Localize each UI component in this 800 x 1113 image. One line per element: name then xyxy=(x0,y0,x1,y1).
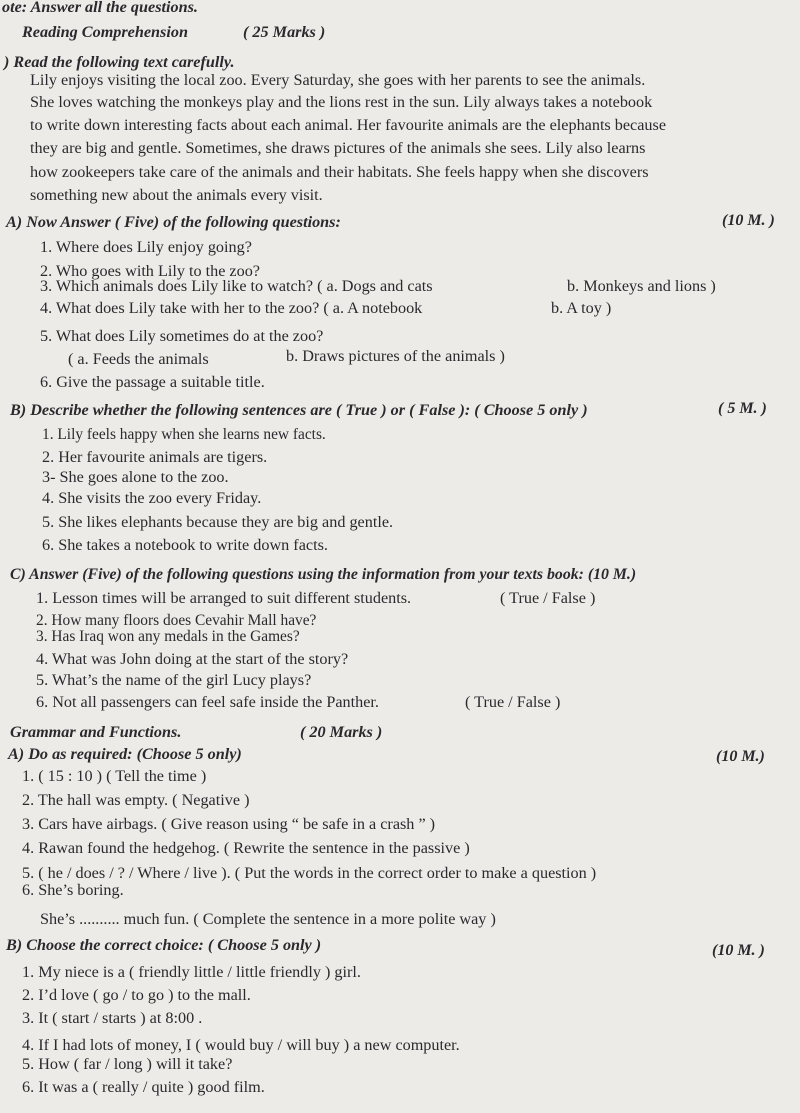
grammar-item: 2. The hall was empty. ( Negative ) xyxy=(22,791,250,809)
grammar-item-continuation: She’s .......... much fun. ( Complete the sentence in a more polite way ) xyxy=(40,910,496,928)
grammar-b-heading: B) Choose the correct choice: ( Choose 5 only ) xyxy=(6,936,322,954)
true-false-item: 3- She goes alone to the zoo. xyxy=(42,468,229,486)
question-item: 3. Which animals does Lily like to watch? ( a. Dogs and cats xyxy=(40,277,433,295)
passage-heading: ) Read the following text carefully. xyxy=(4,53,235,71)
passage-line: they are big and gentle. Sometimes, she draws pictures of the animals she sees. Lily also learns xyxy=(30,139,646,157)
question-item: 4. What was John doing at the start of the story? xyxy=(36,650,349,668)
option-a: ( a. Feeds the animals xyxy=(68,350,209,368)
passage-line: to write down interesting facts about each animal. Her favourite animals are the elephants because xyxy=(30,116,667,134)
true-false-choice: ( True / False ) xyxy=(500,589,596,607)
grammar-item: 5. ( he / does / ? / Where / live ). ( Put the words in the correct order to make a question ) xyxy=(22,864,597,882)
grammar-title: Grammar and Functions. xyxy=(10,723,182,741)
passage-line: something new about the animals every visit. xyxy=(30,186,323,204)
grammar-item: 6. She’s boring. xyxy=(22,881,124,899)
grammar-item: 1. ( 15 : 10 ) ( Tell the time ) xyxy=(22,767,207,785)
choice-item: 4. If I had lots of money, I ( would buy / will buy ) a new computer. xyxy=(22,1036,460,1054)
question-item: 4. What does Lily take with her to the zoo? ( a. A notebook xyxy=(40,299,423,317)
section-a-marks: (10 M. ) xyxy=(722,212,775,229)
question-item: 1. Lesson times will be arranged to suit different students. xyxy=(36,589,412,607)
choice-item: 5. How ( far / long ) will it take? xyxy=(22,1055,233,1073)
section-c-heading: C) Answer (Five) of the following questions using the information from your texts book: (10 M.) xyxy=(10,566,637,583)
grammar-item: 3. Cars have airbags. ( Give reason using “ be safe in a crash ” ) xyxy=(22,815,436,833)
question-item: 6. Give the passage a suitable title. xyxy=(40,373,265,391)
passage-line: Lily enjoys visiting the local zoo. Every Saturday, she goes with her parents to see the animals. xyxy=(30,71,646,89)
question-item: 6. Not all passengers can feel safe inside the Panther. xyxy=(36,693,379,711)
question-item: 2. How many floors does Cevahir Mall have? xyxy=(36,612,317,629)
grammar-item: 4. Rawan found the hedgehog. ( Rewrite the sentence in the passive ) xyxy=(22,839,470,857)
grammar-a-marks: (10 M.) xyxy=(716,748,765,765)
true-false-item: 6. She takes a notebook to write down facts. xyxy=(42,536,328,554)
true-false-item: 1. Lily feels happy when she learns new facts. xyxy=(42,426,326,443)
grammar-b-marks: (10 M. ) xyxy=(712,942,765,959)
reading-marks: ( 25 Marks ) xyxy=(243,23,326,41)
passage-line: She loves watching the monkeys play and the lions rest in the sun. Lily always takes a notebook xyxy=(30,93,653,111)
section-b-marks: ( 5 M. ) xyxy=(718,400,767,417)
grammar-a-heading: A) Do as required: (Choose 5 only) xyxy=(8,745,242,763)
grammar-marks: ( 20 Marks ) xyxy=(300,723,383,741)
choice-item: 1. My niece is a ( friendly little / little friendly ) girl. xyxy=(22,963,361,981)
section-a-heading: A) Now Answer ( Five) of the following questions: xyxy=(6,213,341,231)
passage-line: how zookeepers take care of the animals and their habitats. She feels happy when she discovers xyxy=(30,163,649,181)
true-false-item: 2. Her favourite animals are tigers. xyxy=(42,448,268,466)
section-b-heading: B) Describe whether the following sentences are ( True ) or ( False ): ( Choose 5 only ) xyxy=(10,401,588,419)
choice-item: 3. It ( start / starts ) at 8:00 . xyxy=(22,1009,203,1027)
question-item: 5. What’s the name of the girl Lucy plays? xyxy=(36,671,312,689)
question-item: 1. Where does Lily enjoy going? xyxy=(40,238,252,256)
question-item: 5. What does Lily sometimes do at the zoo? xyxy=(40,327,324,345)
choice-item: 2. I’d love ( go / to go ) to the mall. xyxy=(22,986,251,1004)
question-item: 2. Who goes with Lily to the zoo? xyxy=(40,262,260,280)
option-b: b. A toy ) xyxy=(551,299,612,317)
option-b: b. Monkeys and lions ) xyxy=(567,277,716,295)
reading-comprehension-title: Reading Comprehension xyxy=(22,23,188,41)
true-false-choice: ( True / False ) xyxy=(465,693,561,711)
option-b: b. Draws pictures of the animals ) xyxy=(286,347,505,365)
true-false-item: 5. She likes elephants because they are big and gentle. xyxy=(42,513,394,531)
choice-item: 6. It was a ( really / quite ) good film. xyxy=(22,1078,265,1096)
instruction-note: ote: Answer all the questions. xyxy=(2,0,198,16)
true-false-item: 4. She visits the zoo every Friday. xyxy=(42,489,262,507)
question-item: 3. Has Iraq won any medals in the Games? xyxy=(36,628,300,645)
